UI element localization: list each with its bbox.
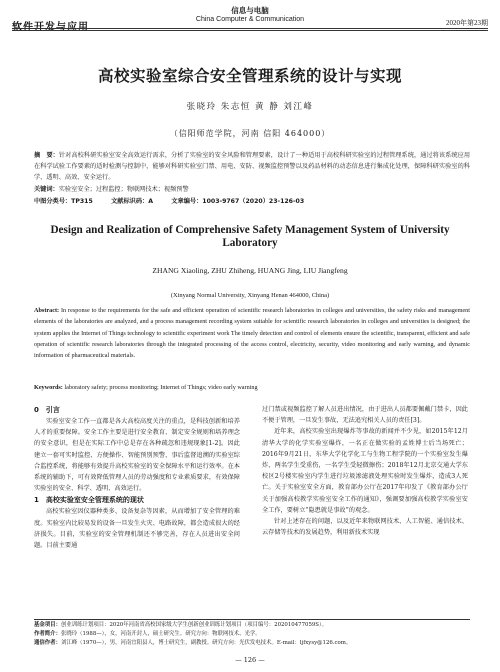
paper-title-en: Design and Realization of Comprehensive Safety Management System of University Laboratory bbox=[50, 224, 450, 249]
fund-label: 基金项目： bbox=[34, 622, 61, 628]
authors-en: ZHANG Xiaoling, ZHU Zhiheng, HUANG Jing, LIU Jiangfeng bbox=[152, 266, 348, 275]
accidents-paragraph: 近年来，高校实验室出现爆炸等事故的新闻并不少见，如2015年12月清华大学的化学实验室爆炸，一名正在做实验的孟姓博士后当场死亡；2016年9月21日，东华大学化学化工与生物工程学院的一个实验室发生爆炸，两名学生受重伤，一名学生受轻微擦伤；2018年12月北京交通大学东校区2号楼实验室内学生进行垃圾渗滤液处理实验时发生爆炸，造成3人死亡。关于实验室安全方面，教育部办公厅在2017年印发了《教育部办公厅关于加强高校教学实验室安全工作的通知》，强调要加强高校教学实验室安全工作，要树立“隐患就是事故”的观念。 bbox=[262, 428, 468, 514]
keywords-cn-text: 实验室安全；过程监控；物联网技术；视频预警 bbox=[58, 186, 189, 193]
affiliation-cn: （信阳师范学院，河南 信阳 464000） bbox=[169, 129, 331, 138]
classification-line bbox=[34, 196, 470, 207]
journal-name-cn: 信息与电脑 bbox=[231, 6, 269, 15]
body-column-right bbox=[262, 404, 468, 538]
introduction-paragraph: 实验室安全工作一直都是各大高校高度关注的重点，是科技创新和培养人才的重要保障。安全工作主要是进行安全教育、制定安全规则和培养理念的安全意识，但是在实际工作中总是存在各种疏忽和违规现象[1-2]。因此建立一套可实时监控、方便操作、智能预别预警、事后监督追溯的实验室综合监控系统，将能够有效提升高校实验室的安全保障水平和运行效率。在本系统的辅助下，可有效降低管理人员的劳动强度和专业素质要求，有效保障实验室的安全、科学、透明、高效运行。 bbox=[34, 418, 240, 493]
abstract-cn-label: 摘 要： bbox=[34, 152, 59, 159]
continued-paragraph: 过门禁或视频监控了解人员进出情况，由于进出人员都要佩戴门禁卡，因此不便于管理，一旦发生事故，无法追究相关人员的责任[3]。 bbox=[262, 406, 468, 425]
status-paragraph: 高校实验室因仪器种类多、设备复杂等因素，从而增加了安全管理的难度。实验室内比较易发的设备一旦发生火灾、电路故障，都会造成很大的经济损失。目前，实验室的安全管理机制还不够完善，存在人员进出安全问题。目前主要通 bbox=[34, 508, 240, 550]
body-column-left bbox=[34, 404, 240, 551]
keywords-en-label: Keywords: bbox=[34, 384, 63, 391]
abstract-en-text: In response to the requirements for the safe and efficient operation of scientific research laboratories in colleges and universities, the safety risks and management elements of the laboratories are analyzed, and a process management recording system suitable for scientific research laboratories in colleges and universities is designed; the system applies the Internet of Things technology to scientific experiment work The timely detection and control of elements ensure the scientific, transparent, efficient and safe operation of scientific research laboratories through the integrated processing of the access control, electricity, security, video monitoring and early warning, and dynamic information of pharmaceutical materials. bbox=[34, 307, 470, 360]
paper-title-cn: 高校实验室综合安全管理系统的设计与实现 bbox=[97, 66, 402, 85]
abstract-en-label: Abstract: bbox=[34, 307, 60, 314]
keywords-en-text: laboratory safety; process monitoring; Internet of Things; video early warning bbox=[62, 384, 258, 391]
abstract-cn-text: 针对高校科研实验室安全高效运行需求，分析了实验室的安全风险和管理要素，设计了一种适用于高校科研实验室的过程管理系统，通过将该系统应用在科学试验工作要素的适时检测与控制中，能够对科研实验室门禁、用电、安防、视频监控预警以及药品材料的动态信息进行集成化处理，保障科研实验室的科学、透明、高效、安全运行。 bbox=[34, 152, 471, 181]
section-heading-status: 1 高校实验室安全管理系统的现状 bbox=[34, 496, 144, 505]
affiliation-en: (Xinyang Normal University, Xinyang Henan 464000, China) bbox=[170, 292, 330, 299]
running-header bbox=[0, 0, 500, 44]
article-number: 文章编号：1003-9767（2020）23-126-03 bbox=[171, 198, 305, 205]
document-code: 文献标识码：A bbox=[111, 198, 154, 205]
keywords-cn-label: 关键词： bbox=[34, 186, 59, 193]
technology-paragraph: 针对上述存在的问题，以及近年来物联网技术、人工智能、通信技术、云存储等技术的发展趋势，利用新技术实现 bbox=[262, 518, 468, 537]
authors-cn: 张晓玲 朱志恒 黄 静 刘江峰 bbox=[186, 102, 314, 112]
header-rule bbox=[12, 28, 488, 29]
journal-section-title: 软件开发与应用 bbox=[12, 22, 89, 33]
journal-name bbox=[0, 6, 500, 24]
keywords-cn bbox=[34, 184, 470, 195]
author-bio-text: 张晓玲（1988—），女，河南开封人，硕士研究生。研究方向：物联网技术、光学。 bbox=[60, 631, 261, 637]
footnote-rule bbox=[34, 619, 470, 620]
page-number: — 126 — bbox=[235, 656, 265, 664]
corresponding-text: 刘江峰（1970—），男，河南宜阳县人，博士研究生，副教授。研究方向：光伏发电技术。E-mail：ljfxysy@126.com。 bbox=[60, 640, 352, 646]
abstract-cn bbox=[34, 150, 470, 183]
journal-name-en: China Computer & Communication bbox=[195, 16, 305, 23]
section-heading-introduction: 0 引言 bbox=[34, 406, 60, 414]
footnote-corresponding bbox=[34, 639, 470, 648]
corresponding-label: 通信作者： bbox=[34, 640, 61, 646]
keywords-en bbox=[34, 384, 470, 391]
clc-number: 中图分类号：TP315 bbox=[34, 198, 93, 205]
footnote-author bbox=[34, 630, 470, 639]
abstract-en bbox=[34, 305, 470, 361]
issue-label: 2020年第23期 bbox=[446, 19, 488, 27]
fund-text: 创业训练计划项目：2020年河南省高校国家级大学生创新创业训练计划项目（项目编号：202010477059S）。 bbox=[60, 622, 328, 628]
footnote-fund bbox=[34, 621, 470, 630]
header-rule-thin bbox=[12, 30, 488, 31]
author-bio-label: 作者简介： bbox=[34, 631, 61, 637]
